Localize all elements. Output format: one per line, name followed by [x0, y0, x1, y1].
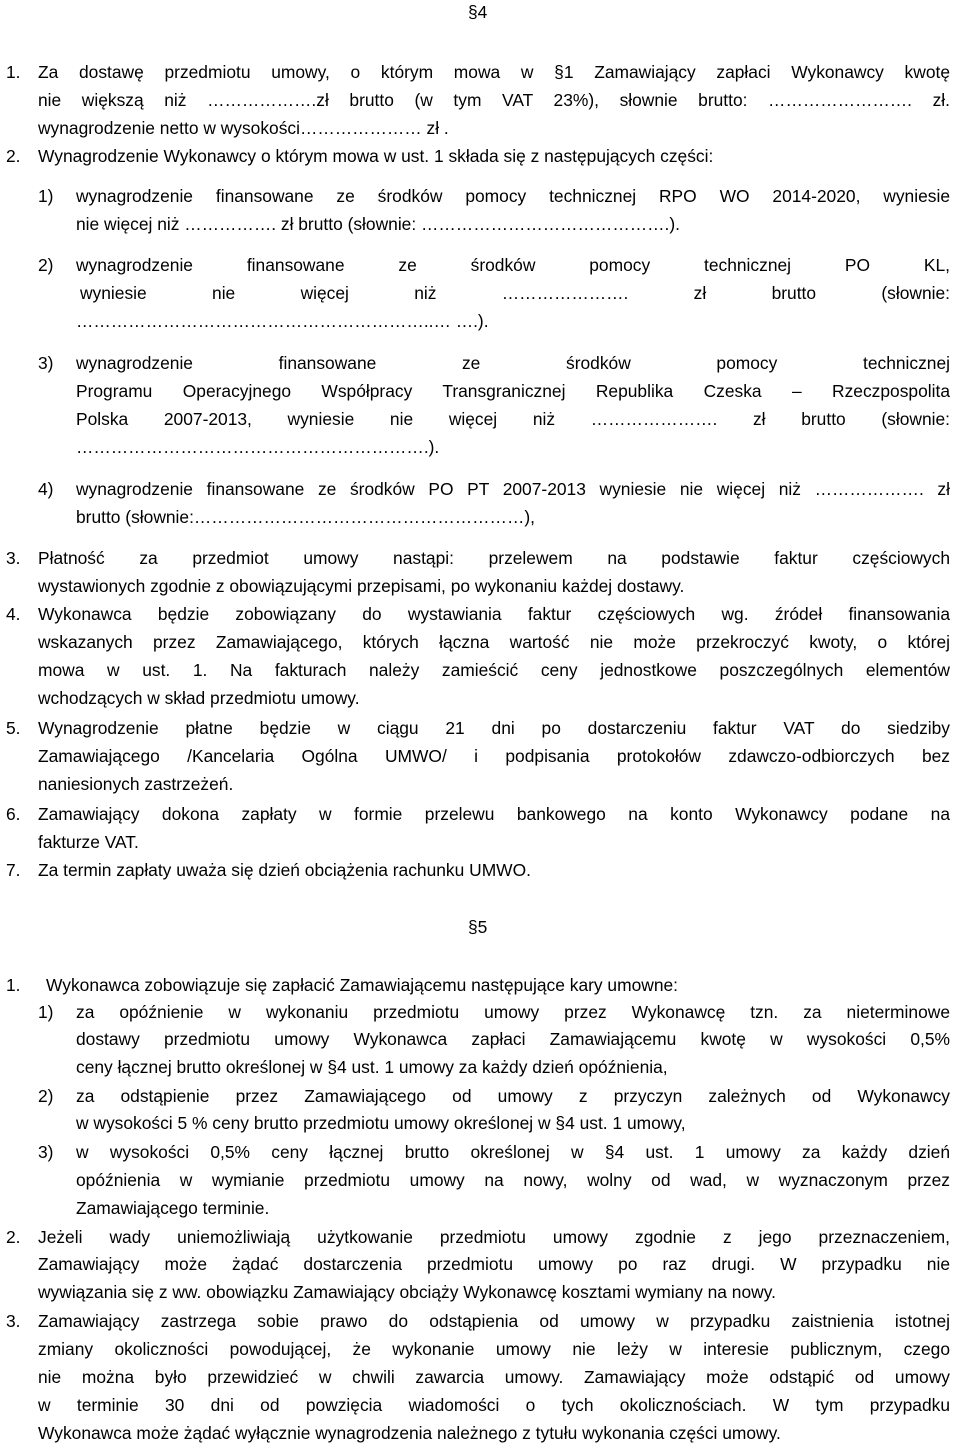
paragraph-line: Zamawiającego /Kancelaria Ogólna UMWO/ i podpisania protokołów zdawczo-odbiorczych bez [38, 746, 950, 766]
item-number: 3. [6, 1311, 21, 1331]
paragraph-line: nie można było przewidzieć w chwili zawarcia umowy. Zamawiający może odstąpić od umowy [38, 1367, 950, 1387]
paragraph-line: Zamawiający dokona zapłaty w formie przelewu bankowego na konto Wykonawcy podane na [38, 804, 950, 824]
paragraph-line: Polska 2007-2013, wyniesie nie więcej niż …………………. zł brutto (słownie: [76, 409, 950, 429]
paragraph-line: nie więcej niż ……………. zł brutto (słownie: …………………………………….). [76, 214, 680, 234]
paragraph-line: wynagrodzenie finansowane ze środków PO PT 2007-2013 wyniesie nie więcej niż ………………. zł [76, 479, 950, 499]
item-number: 6. [6, 804, 21, 824]
paragraph-line: za opóźnienie w wykonaniu przedmiotu umowy przez Wykonawcę tzn. za nieterminowe [76, 1002, 950, 1022]
paragraph-line: wynagrodzenie finansowane ze środków pomocy technicznej PO KL, [76, 255, 950, 275]
paragraph-line: wchodzących w skład przedmiotu umowy. [38, 688, 360, 708]
paragraph-line: Programu Operacyjnego Współpracy Transgranicznej Republika Czeska – Rzeczpospolita [76, 381, 950, 401]
paragraph-line: naniesionych zastrzeżeń. [38, 774, 234, 794]
paragraph-line: dostawy przedmiotu umowy Wykonawca zapłaci Zamawiającemu kwotę w wysokości 0,5% [76, 1029, 950, 1049]
item-number: 3. [6, 548, 21, 568]
paragraph-line: opóźnienia w wymianie przedmiotu umowy na nowy, wolny od wad, w wyznaczonym przez [76, 1170, 950, 1190]
subitem-number: 2) [38, 255, 54, 275]
paragraph-line: Zamawiający może żądać dostarczenia przedmiotu umowy po raz drugi. W przypadku nie [38, 1254, 950, 1274]
subitem-number: 1) [38, 186, 54, 206]
subitem-number: 4) [38, 479, 54, 499]
section-4-heading: §4 [468, 2, 488, 22]
paragraph-line: nie większą niż ……………….zł brutto (w tym VAT 23%), słownie brutto: ……………………. zł. [38, 90, 950, 110]
paragraph-line: ceny łącznej brutto określonej w §4 ust. 1 umowy za każdy dzień opóźnienia, [76, 1057, 668, 1077]
paragraph-line: Zamawiającego terminie. [76, 1198, 270, 1218]
paragraph-line: wynagrodzenie finansowane ze środków pomocy technicznej RPO WO 2014-2020, wyniesie [76, 186, 950, 206]
paragraph-line: Za dostawę przedmiotu umowy, o którym mowa w §1 Zamawiający zapłaci Wykonawcy kwotę [38, 62, 950, 82]
paragraph-line: Jeżeli wady uniemożliwiają użytkowanie przedmiotu umowy zgodnie z jego przeznaczeniem, [38, 1227, 950, 1247]
subitem-number: 1) [38, 1002, 54, 1022]
item-number: 2. [6, 1227, 21, 1247]
paragraph-line: ……………………………………………………..… ….). [76, 311, 489, 331]
paragraph-line: wyniesie nie więcej niż …………………. zł brutto (słownie: [80, 283, 950, 303]
paragraph-line: zmiany okoliczności powodującej, że wykonanie umowy nie leży w interesie publicznym, czego [38, 1339, 950, 1359]
paragraph-line: …………………………………………………….). [76, 437, 440, 457]
subitem-number: 3) [38, 353, 54, 373]
paragraph-line: Zamawiający zastrzega sobie prawo do odstąpienia od umowy w przypadku zaistnienia istotnej [38, 1311, 950, 1331]
paragraph-line: wywiązania się z ww. obowiązku Zamawiający obciąży Wykonawcę kosztami wymiany na nowy. [38, 1282, 776, 1302]
paragraph-line: wynagrodzenie netto w wysokości………………… zł . [38, 118, 449, 138]
paragraph-line: wystawionych zgodnie z obowiązującymi przepisami, po wykonaniu każdej dostawy. [38, 576, 685, 596]
paragraph-line: brutto (słownie:…………………………………………………), [76, 507, 535, 527]
paragraph-line: fakturze VAT. [38, 832, 139, 852]
item-number: 7. [6, 860, 21, 880]
paragraph-line: mowa w ust. 1. Na fakturach należy zamieścić ceny jednostkowe poszczególnych elementów [38, 660, 950, 680]
paragraph-line: Wykonawca może żądać wyłącznie wynagrodzenia należnego z tytułu wykonania części umowy. [38, 1423, 781, 1443]
section-5-heading: §5 [468, 917, 488, 937]
paragraph-line: Wykonawca będzie zobowiązany do wystawiania faktur częściowych wg. źródeł finansowania [38, 604, 950, 624]
paragraph-line: za odstąpienie przez Zamawiającego od umowy z przyczyn zależnych od Wykonawcy [76, 1086, 950, 1106]
item-number: 4. [6, 604, 21, 624]
subitem-number: 2) [38, 1086, 54, 1106]
paragraph-line: Wynagrodzenie płatne będzie w ciągu 21 dni po dostarczeniu faktur VAT do siedziby [38, 718, 950, 738]
paragraph-line: wskazanych przez Zamawiającego, których łączna wartość nie może przekroczyć kwoty, o której [38, 632, 950, 652]
paragraph-line: w wysokości 0,5% ceny łącznej brutto określonej w §4 ust. 1 umowy za każdy dzień [76, 1142, 950, 1162]
item-number: 5. [6, 718, 21, 738]
item-number: 2. [6, 146, 21, 166]
paragraph-line: w wysokości 5 % ceny brutto przedmiotu umowy określonej w §4 ust. 1 umowy, [76, 1113, 686, 1133]
paragraph-line: Płatność za przedmiot umowy nastąpi: przelewem na podstawie faktur częściowych [38, 548, 950, 568]
subitem-number: 3) [38, 1142, 54, 1162]
paragraph-line: Wynagrodzenie Wykonawcy o którym mowa w ust. 1 składa się z następujących części: [38, 146, 714, 166]
item-number: 1. [6, 62, 21, 82]
paragraph-line: Wykonawca zobowiązuje się zapłacić Zamawiającemu następujące kary umowne: [46, 975, 678, 995]
item-number: 1. [6, 975, 21, 995]
paragraph-line: w terminie 30 dni od powzięcia wiadomości o tych okolicznościach. W tym przypadku [38, 1395, 950, 1415]
paragraph-line: Za termin zapłaty uważa się dzień obciążenia rachunku UMWO. [38, 860, 531, 880]
paragraph-line: wynagrodzenie finansowane ze środków pomocy technicznej [76, 353, 950, 373]
